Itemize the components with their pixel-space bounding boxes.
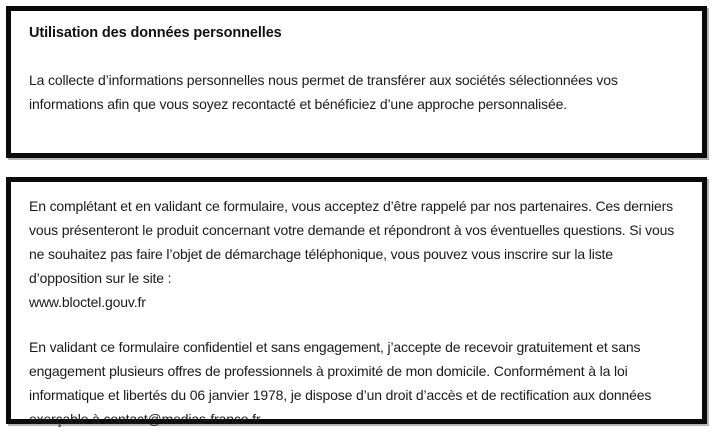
consent-offers-paragraph xyxy=(29,335,688,431)
personal-data-usage-text: La collecte d’informations personnelles nous permet de transférer aux sociétés sélectionnées vos informations afin que vous soyez recontacté et bénéficiez d’une approche personnalisée. xyxy=(29,72,618,113)
contact-email[interactable]: contact@medias-france.fr xyxy=(103,411,261,427)
consent-partners-text: En complétant et en validant ce formulaire, vous acceptez d’être rappelé par nos partenaires. Ces derniers vous présenteront le produit concernant votre demande et répondront à vos éventuelles questions. Si vous ne souhaitez pas faire l’objet de démarchage téléphonique, vous pouvez vous inscrire sur la liste d’opposition sur le site : xyxy=(29,198,675,286)
bloctel-url[interactable]: www.bloctel.gouv.fr xyxy=(29,294,146,310)
consent-offers-text: En validant ce formulaire confidentiel et sans engagement, j’accepte de recevoir gratuitement et sans engagement plusieurs offres de professionnels à proximité de mon domicile. Conformément à la loi informatique et libertés du 06 janvier 1978, je dispose d’un droit d’accès et de rectification aux données exerçable à xyxy=(29,339,652,427)
personal-data-usage-title: Utilisation des données personnelles xyxy=(29,25,282,41)
consent-partners-paragraph xyxy=(29,194,688,314)
personal-data-usage-notice xyxy=(6,6,707,158)
consent-notice xyxy=(6,177,707,427)
